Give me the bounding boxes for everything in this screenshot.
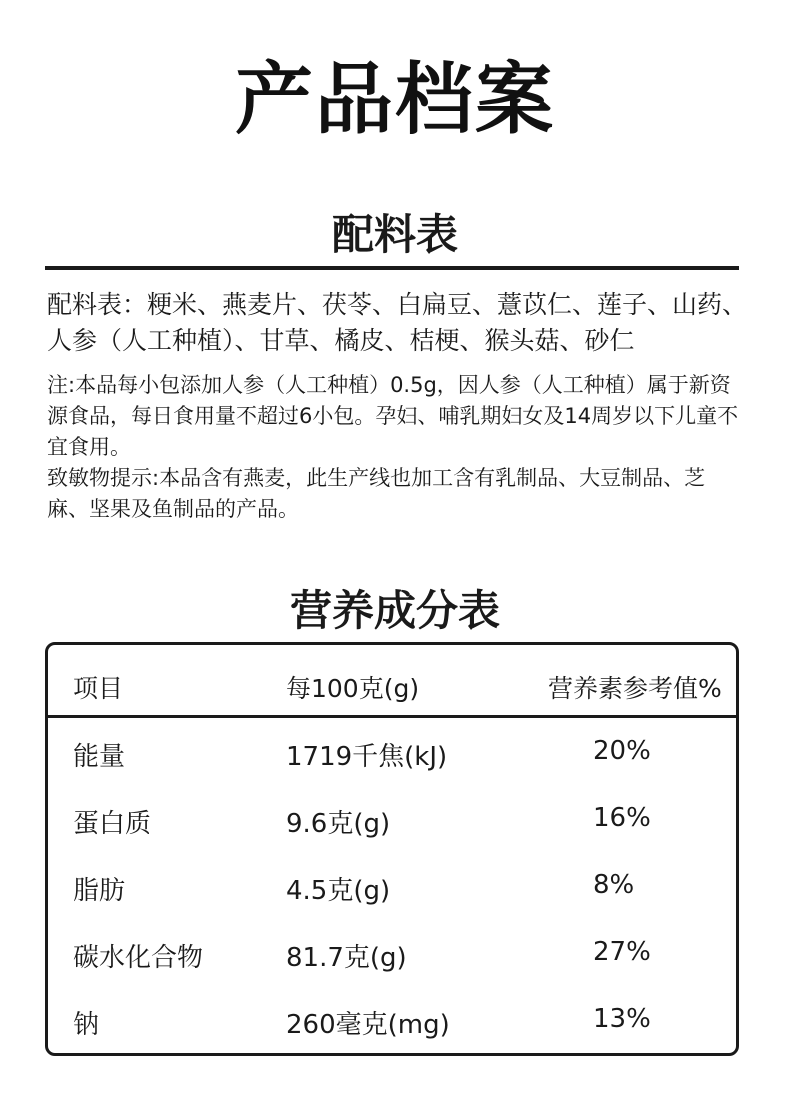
row-per100: 9.6克(g) <box>286 809 391 839</box>
table-row <box>48 718 736 785</box>
row-nrv: 13% <box>593 1004 651 1034</box>
row-item: 能量 <box>73 742 126 772</box>
page-title: 产品档案 <box>234 55 555 145</box>
header-item: 项目 <box>73 674 124 703</box>
allergen-note: 致敏物提示:本品含有燕麦，此生产线也加工含有乳制品、大豆制品、芝麻、坚果及鱼制品的产品。 <box>47 466 706 521</box>
row-item: 脂肪 <box>73 876 126 906</box>
row-per100: 81.7克(g) <box>286 943 407 973</box>
nutrition-heading: 营养成分表 <box>289 586 500 635</box>
notes-block <box>47 370 747 525</box>
row-per100: 4.5克(g) <box>286 876 391 906</box>
row-nrv: 16% <box>593 803 651 833</box>
page-title-container <box>0 55 790 145</box>
header-nrv: 营养素参考值% <box>548 674 722 703</box>
row-nrv: 27% <box>593 937 651 967</box>
nutrition-table <box>45 642 739 1056</box>
row-nrv: 8% <box>593 870 635 900</box>
ingredients-heading: 配料表 <box>331 210 458 259</box>
header-per100: 每100克(g) <box>286 674 420 703</box>
table-row <box>48 852 736 919</box>
row-per100: 1719千焦(kJ) <box>286 742 448 772</box>
usage-note: 注:本品每小包添加人参（人工种植）0.5g，因人参（人工种植）属于新资源食品，每日食用量不超过6小包。孕妇、哺乳期妇女及14周岁以下儿童不宜食用。 <box>47 373 739 459</box>
table-row <box>48 785 736 852</box>
page-title-block <box>235 55 555 145</box>
table-header <box>48 645 736 718</box>
ingredients-divider <box>45 266 739 270</box>
table-row <box>48 986 736 1053</box>
row-item: 蛋白质 <box>73 809 152 839</box>
row-item: 碳水化合物 <box>73 943 204 973</box>
ingredients-list: 配料表：粳米、燕麦片、茯苓、白扁豆、薏苡仁、莲子、山药、人参（人工种植）、甘草、橘皮、桔梗、猴头菇、砂仁 <box>47 290 748 355</box>
table-row <box>48 919 736 986</box>
row-per100: 260毫克(mg) <box>286 1010 450 1040</box>
row-item: 钠 <box>73 1010 100 1040</box>
row-nrv: 20% <box>593 736 651 766</box>
